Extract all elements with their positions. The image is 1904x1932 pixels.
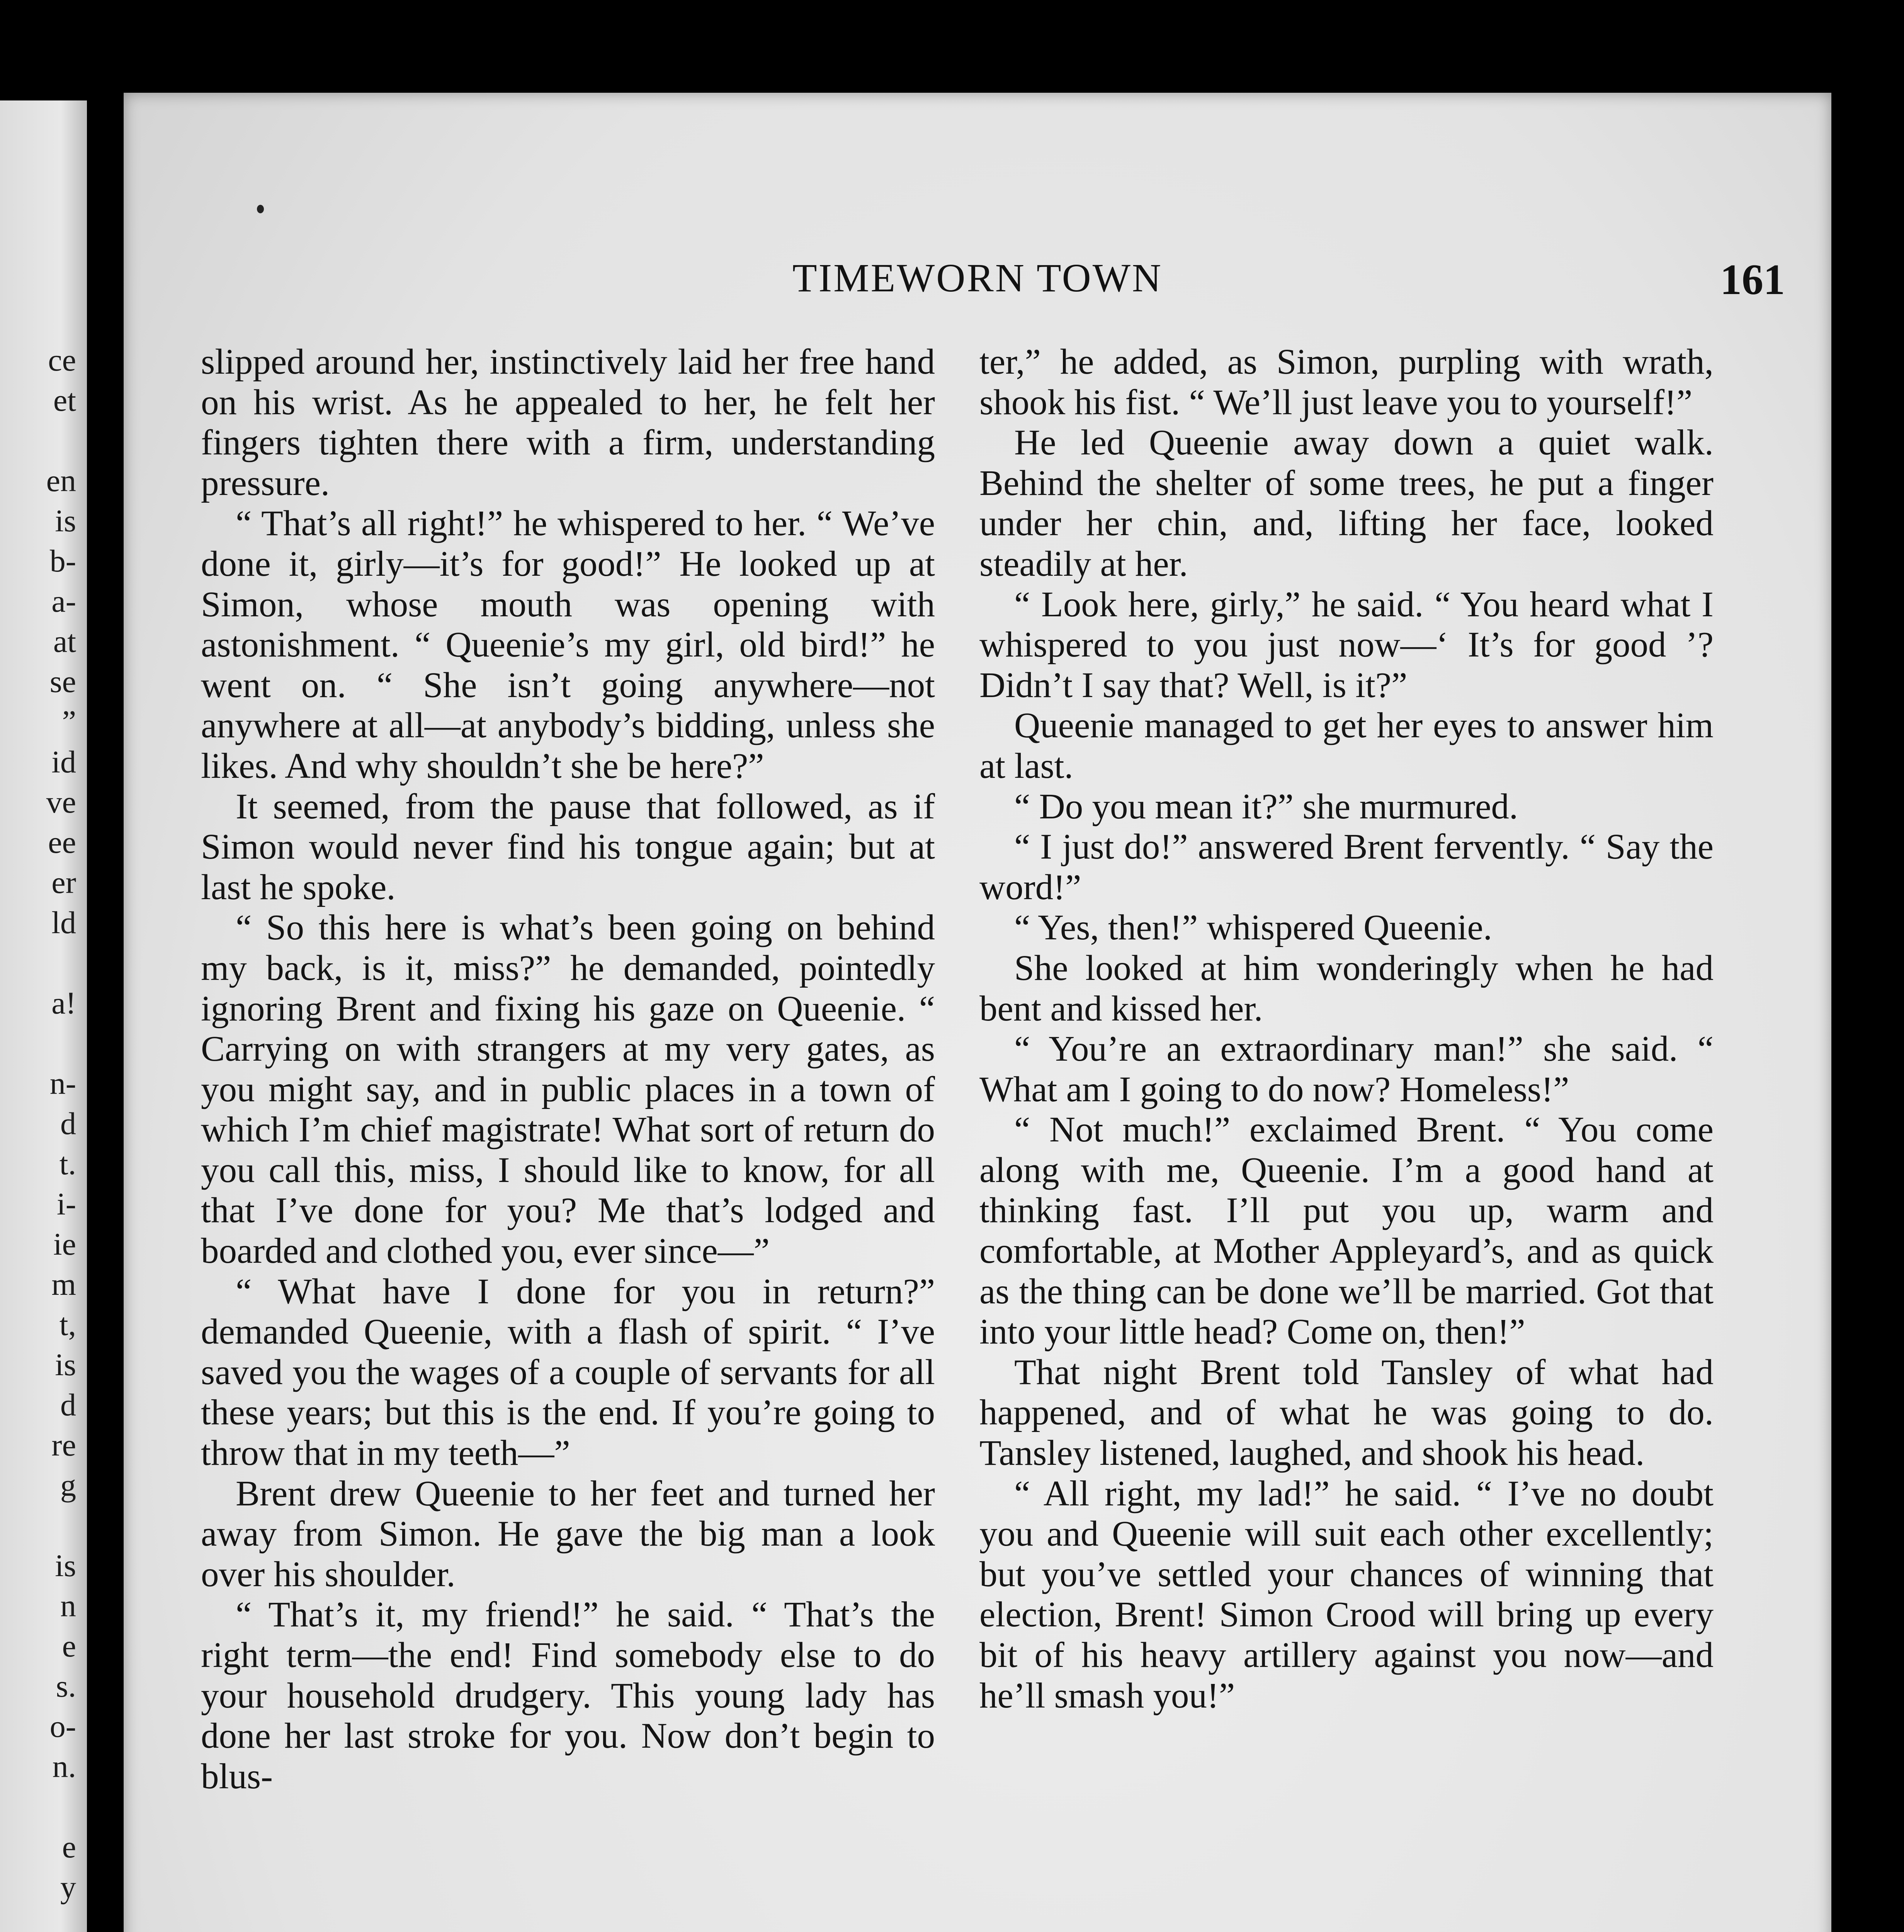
right-column: [979, 342, 1714, 1932]
paragraph: “ That’s it, my friend!” he said. “ That’s the right term—the end! Find somebody else to do your household drudgery. This young lady has done her last stroke for you. Now don’t begin to blus-: [201, 1595, 935, 1796]
previous-page-fragment: n.: [52, 1749, 76, 1784]
magazine-page: [124, 93, 1831, 1932]
previous-page-fragment: et: [53, 383, 76, 418]
previous-page-fragment: a-: [51, 583, 76, 619]
left-column: [201, 342, 935, 1932]
running-title: TIMEWORN TOWN: [792, 256, 1163, 300]
paragraph: That night Brent told Tansley of what had happened, and of what he was going to do. Tansley listened, laughed, and shook his head.: [979, 1352, 1714, 1473]
previous-page-fragment: n: [60, 1588, 76, 1623]
previous-page-fragment: is: [55, 503, 76, 538]
paragraph: Queenie managed to get her eyes to answer him at last.: [979, 706, 1714, 786]
previous-page-fragment: [10, 1907, 87, 1932]
previous-page-fragment: y: [60, 1869, 76, 1905]
previous-page-fragment: s.: [56, 1668, 76, 1704]
paragraph: He led Queenie away down a quiet walk. Behind the shelter of some trees, he put a finger under her chin, and, lifting her face, looked steadily at her.: [979, 423, 1714, 584]
previous-page-fragment: t,: [59, 1307, 76, 1342]
paragraph: “ Look here, girly,” he said. “ You heard what I whispered to you just now—‘ It’s for good ’? Didn’t I say that? Well, is it?”: [979, 584, 1714, 705]
paragraph: It seemed, from the pause that followed, as if Simon would never find his tongue again; but at last he spoke.: [201, 786, 935, 907]
paragraph: slipped around her, instinctively laid her free hand on his wrist. As he appealed to her, he felt her fingers tighten there with a firm, understanding pressure.: [201, 342, 935, 503]
previous-page-fragment: b-: [49, 543, 76, 578]
previous-page-fragment: n-: [49, 1066, 76, 1101]
previous-page-fragment: [10, 420, 87, 461]
previous-page-fragment: id: [51, 744, 76, 779]
previous-page-fragment: ce: [48, 342, 76, 378]
previous-page-fragment: is: [55, 1548, 76, 1583]
previous-page-fragment: ld: [51, 905, 76, 940]
previous-page-fragment: m: [51, 1267, 76, 1302]
previous-page-fragment: ie: [53, 1226, 76, 1262]
previous-page-fragment: t.: [59, 1146, 76, 1181]
previous-page-fragment: [10, 1505, 87, 1546]
paragraph: ter,” he added, as Simon, purpling with wrath, shook his fist. “ We’ll just leave you to yourself!”: [979, 342, 1714, 422]
previous-page-fragment: [10, 943, 87, 983]
previous-page-edge: [0, 100, 87, 1932]
paragraph: She looked at him wonderingly when he had bent and kissed her.: [979, 948, 1714, 1029]
paragraph: “ Yes, then!” whispered Queenie.: [1014, 908, 1493, 948]
previous-page-fragment: at: [53, 624, 76, 659]
previous-page-fragment: is: [55, 1347, 76, 1382]
paragraph: Brent drew Queenie to her feet and turned her away from Simon. He gave the big man a look over his shoulder.: [201, 1473, 935, 1594]
previous-page-fragment: se: [49, 664, 76, 699]
page-number: 161: [1720, 256, 1785, 304]
previous-page-fragment: [10, 1023, 87, 1063]
previous-page-fragment: d: [60, 1106, 76, 1141]
previous-page-fragment: i-: [56, 1186, 76, 1221]
previous-page-fragment: ”: [62, 704, 76, 739]
previous-page-fragment: ee: [48, 825, 76, 860]
previous-page-fragment: re: [51, 1427, 76, 1463]
paragraph: “ I just do!” answered Brent fervently. “ Say the word!”: [979, 827, 1714, 907]
paragraph: “ You’re an extraordinary man!” she said. “ What am I going to do now? Homeless!”: [979, 1029, 1714, 1109]
previous-page-fragment: e: [62, 1829, 76, 1864]
previous-page-fragment: g: [60, 1468, 76, 1503]
running-head: [124, 255, 1831, 305]
ink-speck: [257, 205, 264, 213]
previous-page-fragment: en: [46, 463, 76, 498]
paragraph: “ All right, my lad!” he said. “ I’ve no doubt you and Queenie will suit each other excellently; but you’ve settled your chances of winning that election, Brent! Simon Crood will bring up every bit of his heavy artillery against you now—and he’ll smash you!”: [979, 1473, 1714, 1716]
paragraph: “ Do you mean it?” she murmured.: [1014, 786, 1518, 827]
previous-page-fragment: a!: [51, 985, 76, 1020]
previous-page-fragment: o-: [49, 1709, 76, 1744]
paragraph: “ That’s all right!” he whispered to her. “ We’ve done it, girly—it’s for good!” He looked up at Simon, whose mouth was opening with astonishment. “ Queenie’s my girl, old bird!” he went on. “ She isn’t going anywhere—not anywhere at all—at anybody’s bidding, unless she likes. And why shouldn’t she be here?”: [201, 503, 935, 786]
previous-page-fragment: er: [51, 865, 76, 900]
previous-page-fragment: e: [62, 1628, 76, 1663]
previous-page-fragment: [10, 1787, 87, 1827]
previous-page-fragment: d: [60, 1387, 76, 1422]
paragraph: “ Not much!” exclaimed Brent. “ You come along with me, Queenie. I’m a good hand at thinking fast. I’ll put you up, warm and comfortable, at Mother Appleyard’s, and as quick as the thing can be done we’ll be married. Got that into your little head? Come on, then!”: [979, 1110, 1714, 1352]
previous-page-fragment: ve: [46, 784, 76, 820]
paragraph: “ What have I done for you in return?” demanded Queenie, with a flash of spirit. “ I’ve saved you the wages of a couple of servants for all these years; but this is the end. If you’re going to throw that in my teeth—”: [201, 1271, 935, 1473]
paragraph: “ So this here is what’s been going on behind my back, is it, miss?” he demanded, pointedly ignoring Brent and fixing his gaze on Queenie. “ Carrying on with strangers at my very gates, as you might say, and in public places in a town of which I’m chief magistrate! What sort of return do you call this, miss, I should like to know, for all that I’ve done for you? Me that’s lodged and boarded and clothed you, ever since—”: [201, 908, 935, 1271]
